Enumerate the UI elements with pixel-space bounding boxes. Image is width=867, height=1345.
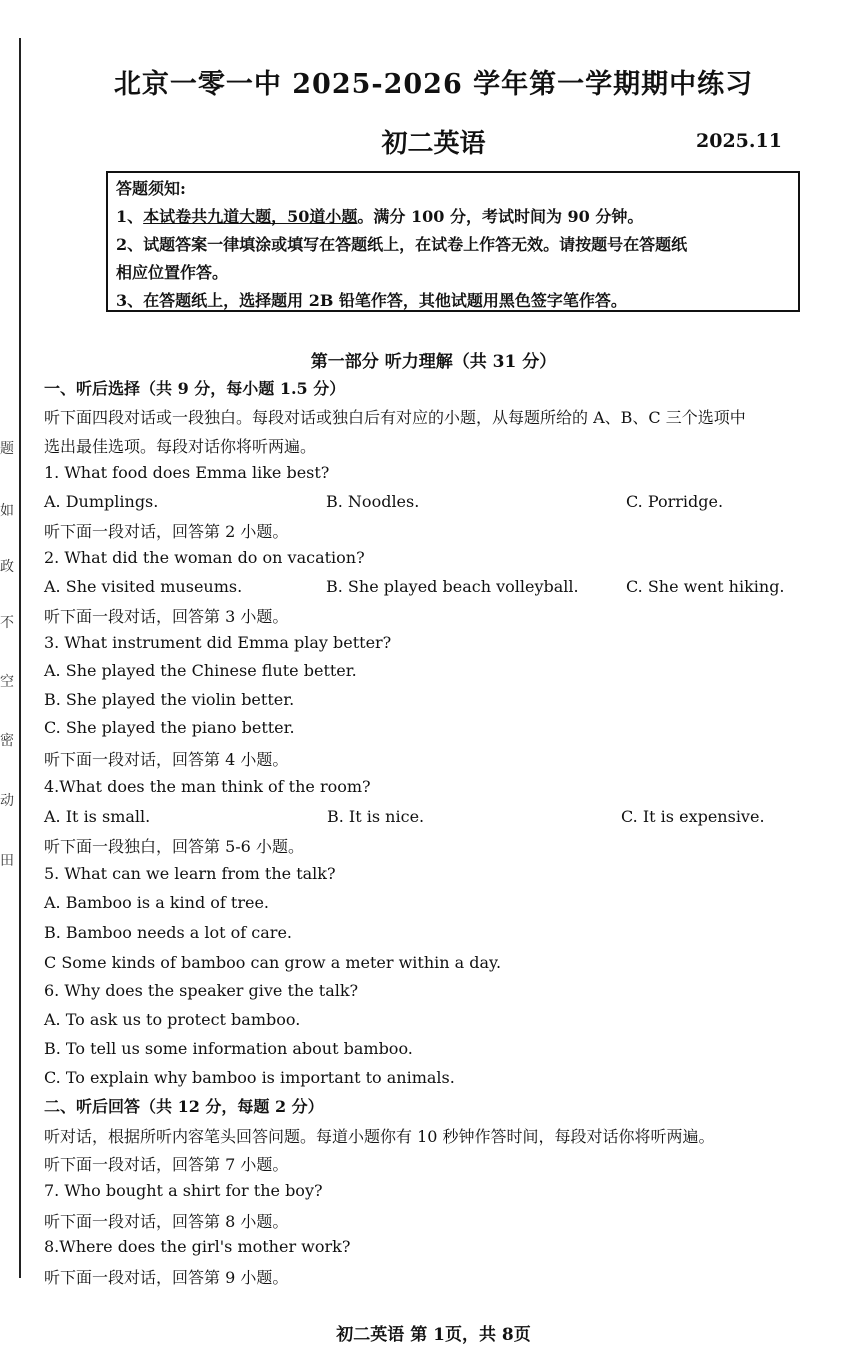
- question-2-stem: 2. What did the woman do on vacation?: [44, 548, 365, 567]
- instruction-item-2: 2、试题答案一律填涂或填写在答题纸上，在试卷上作答无效。请按题号在答题纸: [116, 235, 688, 254]
- underlined-text: 本试卷共九道大题，50道小题: [143, 207, 358, 226]
- section1-instruction: 听下面四段对话或一段独白。每段对话或独白后有对应的小题，从每题所给的 A、B、C 三个选项中: [44, 408, 746, 427]
- question-3-option-c: C. She played the piano better.: [44, 718, 295, 737]
- question-5-option-c: C Some kinds of bamboo can grow a meter within a day.: [44, 953, 502, 972]
- question-8-stem: 8.Where does the girl's mother work?: [44, 1237, 351, 1256]
- question-4-option-c: C. It is expensive.: [621, 807, 765, 826]
- question-6-option-a: A. To ask us to protect bamboo.: [44, 1010, 301, 1029]
- margin-char: 如: [0, 503, 14, 519]
- question-3-option-b: B. She played the violin better.: [44, 690, 295, 709]
- question-5-option-a: A. Bamboo is a kind of tree.: [44, 893, 270, 912]
- subject-title: 初二英语: [381, 129, 486, 159]
- instructions-box: [106, 171, 800, 312]
- margin-char: 动: [0, 793, 14, 809]
- question-4-stem: 4.What does the man think of the room?: [44, 777, 371, 796]
- margin-char: 题: [0, 441, 14, 457]
- margin-char: 政: [0, 559, 14, 575]
- lead-question-5-6: 听下面一段独白，回答第 5-6 小题。: [44, 837, 304, 856]
- page-footer: 初二英语 第 1页，共 8页: [336, 1325, 531, 1345]
- lead-question-4: 听下面一段对话，回答第 4 小题。: [44, 750, 289, 769]
- question-6-option-b: B. To tell us some information about bamboo.: [44, 1039, 413, 1058]
- question-1-stem: 1. What food does Emma like best?: [44, 463, 330, 482]
- instruction-item-3: 3、在答题纸上，选择题用 2B 铅笔作答，其他试题用黑色签字笔作答。: [116, 291, 627, 310]
- question-2-option-b: B. She played beach volleyball.: [326, 577, 579, 596]
- margin-char: 密: [0, 733, 14, 749]
- instruction-item-1: [116, 203, 790, 231]
- question-2-option-a: A. She visited museums.: [44, 577, 243, 596]
- item-prefix: 1、: [116, 207, 144, 226]
- question-5-stem: 5. What can we learn from the talk?: [44, 864, 336, 883]
- instructions-heading: 答题须知:: [116, 179, 186, 198]
- binding-margin-line: [19, 38, 21, 1278]
- section1-instruction-cont: 选出最佳选项。每段对话你将听两遍。: [44, 437, 317, 456]
- question-6-option-c: C. To explain why bamboo is important to animals.: [44, 1068, 455, 1087]
- question-4-option-b: B. It is nice.: [327, 807, 425, 826]
- part1-title: 第一部分 听力理解（共 31 分）: [310, 352, 557, 372]
- section2-heading: 二、听后回答（共 12 分，每题 2 分）: [44, 1097, 324, 1116]
- margin-char: 空: [0, 674, 14, 690]
- margin-char: 田: [0, 853, 14, 869]
- question-6-stem: 6. Why does the speaker give the talk?: [44, 981, 359, 1000]
- question-5-option-b: B. Bamboo needs a lot of care.: [44, 923, 293, 942]
- lead-question-7: 听下面一段对话，回答第 7 小题。: [44, 1155, 289, 1174]
- exam-date: 2025.11: [696, 130, 782, 152]
- section2-instruction: 听对话，根据所听内容笔头回答问题。每道小题你有 10 秒钟作答时间，每段对话你将听两遍。: [44, 1127, 715, 1146]
- section1-heading: 一、听后选择（共 9 分，每小题 1.5 分）: [44, 379, 346, 398]
- lead-question-3: 听下面一段对话，回答第 3 小题。: [44, 607, 289, 626]
- item-text: 。满分 100 分，考试时间为 90 分钟。: [357, 207, 644, 226]
- question-1-option-c: C. Porridge.: [626, 492, 724, 511]
- lead-question-2: 听下面一段对话，回答第 2 小题。: [44, 522, 289, 541]
- question-1-option-b: B. Noodles.: [326, 492, 420, 511]
- exam-title: 北京一零一中 2025-2026 学年第一学期期中练习: [113, 69, 754, 100]
- instruction-item-2-cont: 相应位置作答。: [116, 263, 229, 282]
- margin-char: 不: [0, 615, 14, 631]
- lead-question-8: 听下面一段对话，回答第 8 小题。: [44, 1212, 289, 1231]
- question-1-option-a: A. Dumplings.: [44, 492, 159, 511]
- question-3-stem: 3. What instrument did Emma play better?: [44, 633, 392, 652]
- question-7-stem: 7. Who bought a shirt for the boy?: [44, 1181, 323, 1200]
- question-4-option-a: A. It is small.: [44, 807, 151, 826]
- question-2-option-c: C. She went hiking.: [626, 577, 785, 596]
- lead-question-9: 听下面一段对话，回答第 9 小题。: [44, 1268, 289, 1287]
- question-3-option-a: A. She played the Chinese flute better.: [44, 661, 357, 680]
